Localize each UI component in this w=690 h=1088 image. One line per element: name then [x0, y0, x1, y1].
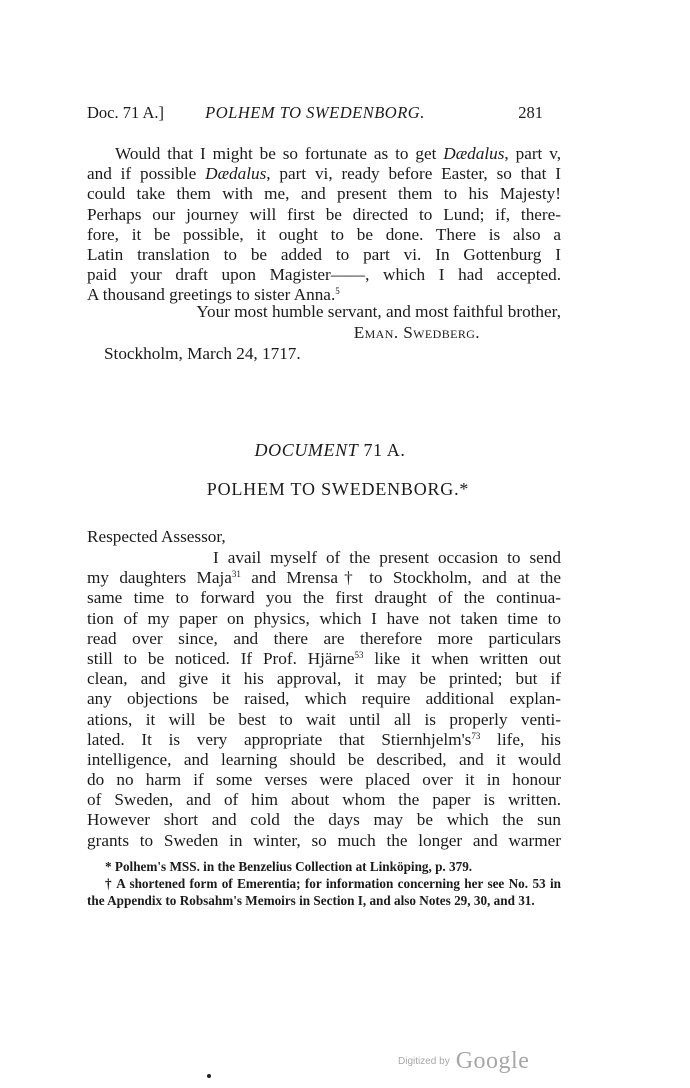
text-line: tion of my paper on physics, which I have not taken time to [87, 608, 561, 628]
digitized-watermark [398, 1048, 529, 1075]
footnotes [87, 858, 561, 909]
running-title: POLHEM TO SWEDENBORG. [205, 103, 425, 122]
text-line: and if possible Dædalus, part vi, ready before Easter, so that I [87, 164, 561, 184]
text-line: lated. It is very appropriate that $Stiernhjelm's^{73}$ life, his [87, 729, 561, 749]
book-title: Dædalus [443, 144, 505, 163]
text-line: of Sweden, and of him about whom the paper is written. [87, 790, 561, 810]
text-line: I avail myself of the present occasion to send [213, 548, 561, 567]
signature: Eman. Swedberg. [353, 323, 480, 342]
text-line: clean, and give it his approval, it may be printed; but if [87, 669, 561, 689]
text-line: Latin translation to be added to part vi. In Gottenburg I [87, 244, 561, 264]
text-line: A thousand greetings to sister Anna.$^5$ [87, 285, 340, 305]
running-header [87, 103, 543, 127]
book-title: Dædalus [205, 164, 267, 184]
note-reference: 73 [471, 730, 481, 741]
salutation: Respected Assessor, [87, 527, 226, 546]
document-reference: Doc. 71 A.] [87, 103, 164, 122]
text-line: Perhaps our journey will first be directed to Lund; if, there- [87, 204, 561, 224]
scan-speck [207, 1074, 211, 1078]
text-line: fore, it be possible, it ought to be done. There is also a [87, 224, 561, 244]
footnote-star: * Polhem's MSS. in the Benzelius Collection at Linköping, p. 379. [105, 859, 473, 874]
note-reference: 31 [231, 569, 241, 580]
text-line: my daughters Maja$^{31}$ and Mrensa† to Stockholm, and at the [87, 568, 561, 588]
text-line: same time to forward you the first draught of the continua- [87, 588, 561, 608]
footnote-dagger: † A shortened form of Emerentia; for information concerning her see No. 53 in the Appendix to Robsahm's Memoirs in Section I, and also Notes 29, 30, and 31. [87, 876, 561, 908]
document-title: POLHEM TO SWEDENBORG.* [206, 479, 470, 499]
text-line: intelligence, and learning should be described, and it would [87, 749, 561, 769]
dateline: Stockholm, March 24, 1717. [104, 344, 301, 363]
text-line: still to be noticed. If Prof. Hjärne$^{53}$ like it when written out [87, 648, 561, 668]
note-reference: 5 [335, 286, 340, 297]
text-line: could take them with me, and present them to his Majesty! [87, 184, 561, 204]
text-line: ations, it will be best to wait until all is properly venti- [87, 709, 561, 729]
text-line: do no harm if some verses were placed over it in honour [87, 770, 561, 790]
letter-body-end [87, 144, 561, 306]
document-heading: DOCUMENT 71 A. [254, 440, 406, 460]
page-number: 281 [518, 103, 543, 122]
text-line: read over since, and there are therefore more particulars [87, 628, 561, 648]
letter-closing: Your most humble servant, and most faithful brother, [196, 302, 561, 321]
letter-body [87, 548, 561, 851]
text-line: paid your draft upon Magister——, which I had accepted. [87, 265, 561, 285]
text-line: Would that I might be so fortunate as to get Dædalus, part v, [115, 144, 561, 163]
watermark-prefix: Digitized by [398, 1056, 450, 1067]
text-line: grants to Sweden in winter, so much the longer and warmer [87, 830, 561, 850]
note-reference: 53 [354, 649, 364, 660]
text-line: However short and cold the days may be which the sun [87, 810, 561, 830]
dagger-mark: † [337, 568, 359, 588]
google-logo: Google [455, 1048, 530, 1074]
text-line: any objections be raised, which require additional explan- [87, 689, 561, 709]
